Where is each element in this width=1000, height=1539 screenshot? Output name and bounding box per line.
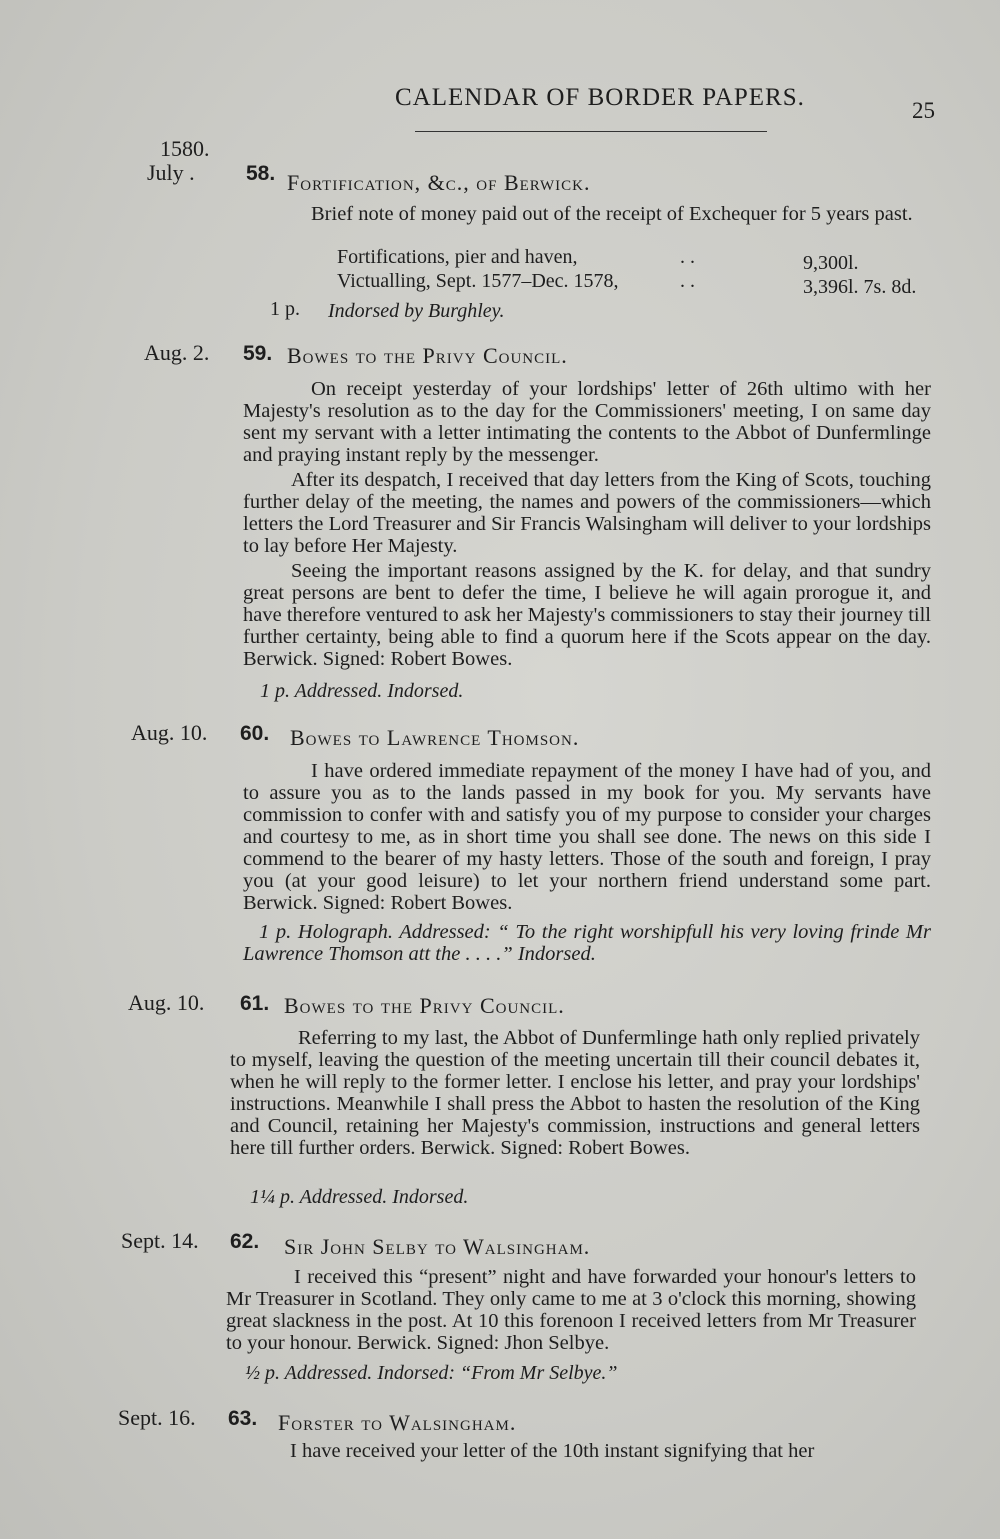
entry-note: 1 p. Addressed. Indorsed. xyxy=(260,680,464,702)
item-label: Victualling, Sept. 1577–Dec. 1578, xyxy=(337,270,619,292)
entry-heading: Bowes to the Privy Council. xyxy=(284,993,565,1018)
entry-date: Sept. 14. xyxy=(121,1228,199,1253)
entry-paragraph: Referring to my last, the Abbot of Dunfermlinge hath only replied privately to myself, leaving the question of the meeting uncertain till their council debates it, when he will reply to the former letter. I enclose his letter, and pray your lordships' instructions. Meanwhile I shall press the Abbot to hasten the resolution of the King and Council, retaining her Majesty's commission, instructions and general letters here till further orders. Berwick. Signed: Robert Bowes. xyxy=(230,1027,920,1159)
entry-date: Aug. 10. xyxy=(128,990,205,1015)
entry-date: July . xyxy=(147,160,195,185)
entry-date: Aug. 10. xyxy=(131,720,208,745)
entry-number: 63. xyxy=(228,1407,258,1430)
entry-number: 59. xyxy=(243,342,273,365)
item-dots: . . xyxy=(680,246,695,268)
item-label: Fortifications, pier and haven, xyxy=(337,246,578,268)
item-amount: 3,396l. 7s. 8d. xyxy=(803,276,917,298)
entry-date: Aug. 2. xyxy=(144,340,210,365)
entry-date: Sept. 16. xyxy=(118,1405,196,1430)
entry-number: 62. xyxy=(230,1230,260,1253)
entry-intro: Brief note of money paid out of the receipt of Exchequer for 5 years past. xyxy=(311,203,913,225)
item-amount: 9,300l. xyxy=(803,252,859,274)
entry-heading: Forster to Walsingham. xyxy=(278,1410,517,1435)
entry-paragraph: I have received your letter of the 10th instant signifying that her xyxy=(290,1440,815,1462)
entry-note: ½ p. Addressed. Indorsed: “From Mr Selbye.” xyxy=(245,1362,618,1384)
entry-note: 1¼ p. Addressed. Indorsed. xyxy=(250,1186,469,1208)
year-label: 1580. xyxy=(160,136,210,161)
entry-number: 58. xyxy=(246,162,276,185)
running-title: CALENDAR OF BORDER PAPERS. xyxy=(395,84,805,111)
entry-paragraph: I have ordered immediate repayment of the money I have had of you, and to assure you as to the lands passed in my book for you. My servants have commission to confer with and satisfy you of my purpose to consider your charges and courtesy to me, as in short time you shall see done. The news on this side I commend to the bearer of my hasty letters. Those of the south and foreign, I pray you (at your good leisure) to let your northern friend understand some part. Berwick. Signed: Robert Bowes. xyxy=(243,760,931,914)
entry-number: 60. xyxy=(240,722,270,745)
entry-number: 61. xyxy=(240,992,270,1015)
item-dots: . . xyxy=(680,270,695,292)
entry-note: Indorsed by Burghley. xyxy=(328,300,505,322)
entry-heading: Bowes to the Privy Council. xyxy=(287,343,568,368)
entry-paragraph: I received this “present” night and have forwarded your honour's letters to Mr Treasurer in Scotland. They only came to me at 3 o'clock this morning, showing great slackness in the post. At 10 this forenoon I received letters from Mr Treasurer to your honour. Berwick. Signed: Jhon Selbye. xyxy=(226,1266,916,1354)
entry-heading: Fortification, &c., of Berwick. xyxy=(287,170,591,195)
entry-paragraph: After its despatch, I received that day letters from the King of Scots, touching further delay of the meeting, the names and powers of the commissioners—which letters the Lord Treasurer and Sir Francis Walsingham will deliver to your lordships to lay before Her Majesty. xyxy=(243,469,931,557)
entry-paragraph: On receipt yesterday of your lordships' letter of 26th ultimo with her Majesty's resolution as to the day for the Commissioners' meeting, I on same day sent my servant with a letter intimating the contents to the Abbot of Dunfermlinge and praying instant reply by the messenger. xyxy=(243,378,931,466)
header-rule xyxy=(415,131,767,132)
entry-note: 1 p. Holograph. Addressed: “ To the right worshipfull his very loving frinde Mr Lawrence Thomson att the . . . .” Indorsed. xyxy=(243,921,931,965)
entry-paragraph: Seeing the important reasons assigned by the K. for delay, and that sundry great persons are bent to defer the time, I believe he will again prorogue it, and have therefore ventured to ask her Majesty's commissioners to stay their journey till further certainty, being able to find a quorum here if the Scots appear on the day. Berwick. Signed: Robert Bowes. xyxy=(243,560,931,670)
entry-heading: Bowes to Lawrence Thomson. xyxy=(290,725,580,750)
entry-note-size: 1 p. xyxy=(270,298,300,320)
entry-heading: Sir John Selby to Walsingham. xyxy=(284,1234,591,1259)
page-number: 25 xyxy=(912,98,935,123)
